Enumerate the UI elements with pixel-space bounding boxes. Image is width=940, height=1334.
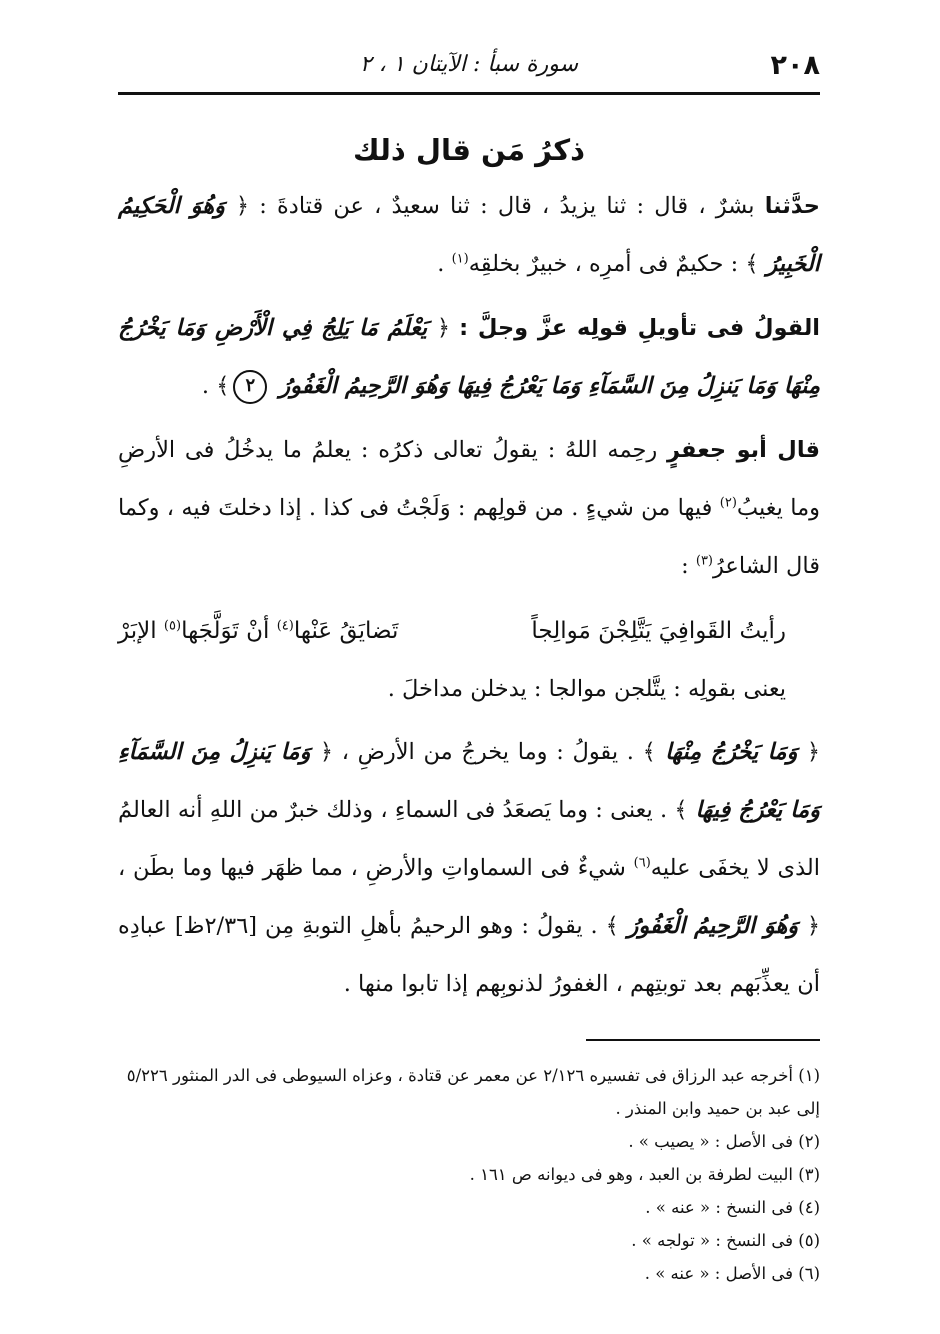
footnote-marker: (٢) <box>719 495 737 511</box>
quran-open-bracket: ﴿ <box>436 315 460 341</box>
running-head: سورة سبأ : الآيتان ١ ، ٢ <box>359 52 579 77</box>
quran-text: وَهُوَ الْحَكِيمُ الْخَبِيرُ <box>118 193 820 277</box>
poem-verse <box>118 601 820 661</box>
page-number: ٢٠٨ <box>770 50 820 81</box>
poem-second-hemistich <box>118 601 398 661</box>
footnotes <box>118 1059 820 1290</box>
paragraph-text: : <box>681 553 696 579</box>
paragraph-text: . <box>201 373 217 399</box>
footnote-6: (٦) فى الأصل : « عنه » . <box>644 1264 820 1283</box>
quran-text: يَعْلَمُ مَا يَلِجُ فِي الْأَرْضِ وَمَا يَخْرُجُ مِنْهَا وَمَا يَنزِلُ مِنَ السَّمَآءِ وَمَا يَعْرُجُ فِيهَا وَهُوَ الرَّحِيمُ الْغَفُورُ <box>118 315 820 399</box>
footnote-marker: (١) <box>451 251 469 267</box>
quran-close-bracket: ﴾ <box>745 251 759 277</box>
paragraph-lead: القولُ فى تأويلِ قولِه عزَّ وجلَّ : <box>459 315 820 341</box>
book-page <box>118 40 820 1300</box>
section-title: ذكرُ مَن قال ذلك <box>353 133 585 167</box>
paragraph-verse-heading <box>118 299 820 415</box>
quran-close-bracket: ﴾ <box>674 797 688 823</box>
paragraph-text: . يعنى : وما يَصعَدُ فى السماءِ ، وذلك خبرٌ من اللهِ أنه العالمُ الذى لا يخفَى عليه <box>118 797 821 881</box>
paragraph-explanation <box>118 723 820 1013</box>
footnote-1: (١) أخرجه عبد الرزاق فى تفسيره ٢/١٢٦ عن معمر عن قتادة ، وعزاه السيوطى فى الدر المنثور ٥/٢٢٦ إلى عبد بن حميد وابن المنذر . <box>126 1066 820 1118</box>
footnote-marker: (٦) <box>633 855 651 871</box>
poem-text: الإبَرْ <box>118 618 164 644</box>
quran-close-bracket: ﴾ <box>642 739 656 765</box>
quran-close-bracket: ﴾ <box>216 373 230 399</box>
paragraph-text: : حكيمٌ فى أمرِه ، خبيرٌ بخلقِه <box>468 251 746 277</box>
quran-open-bracket: ﴿ <box>806 913 821 939</box>
paragraph-text: بشرٌ ، قال : ثنا يزيدُ ، قال : ثنا سعيدٌ ، عن قتادةَ : <box>249 193 765 219</box>
quran-text: وَهُوَ الرَّحِيمُ الْغَفُورُ <box>618 913 807 939</box>
poem-text: تَضايَقُ عَنْها <box>293 618 399 644</box>
footnote-marker: (٥) <box>163 618 182 634</box>
footnote-marker: (٤) <box>276 618 294 634</box>
paragraph-text: . <box>437 251 452 277</box>
verse-number-medallion: ٢ <box>233 370 267 404</box>
paragraph-text: . يقولُ : وهو الرحيمُ بأهلِ التوبةِ مِن [٢/٣٦ظ] عبادِه أن يعذِّبَهم بعد توبتِهم ، الغفورُ لذنوبِهم إذا تابوا منها . <box>118 913 820 997</box>
footnote-5: (٥) فى النسخ : « تولجه » . <box>631 1231 820 1250</box>
quran-text: وَمَا يَنزِلُ مِنَ السَّمَآءِ وَمَا يَعْرُجُ فِيهَا <box>118 739 820 823</box>
quran-open-bracket: ﴿ <box>319 739 334 765</box>
quran-quote <box>606 913 820 939</box>
quran-open-bracket: ﴿ <box>806 739 820 765</box>
paragraph-text: رحِمه اللهُ : يقولُ تعالى ذكرُه : يعلمُ ما يدخُلُ فى الأرضِ وما يغيبُ <box>118 437 820 521</box>
footnote-3: (٣) البيت لطرفة بن العبد ، وهو فى ديوانه ص ١٦١ . <box>469 1165 820 1184</box>
quran-open-bracket: ﴿ <box>235 193 250 219</box>
poem-text: أنْ تَوَلَّجَها <box>181 618 277 644</box>
poem-explanation: يعنى بقولِه : يتَّلجن موالجا : يدخلن مداخلَ . <box>387 676 786 702</box>
quran-text: وَمَا يَخْرُجُ مِنْهَا <box>655 739 807 765</box>
paragraph-text: فيها من شيءٍ . من قولِهم : وَلَجْتُ فى كذا . إذا دخلتَ فيه ، وكما قال الشاعرُ <box>118 495 820 579</box>
paragraph-lead: قال أبو جعفرٍ <box>667 437 820 463</box>
paragraph-text: شيءٌ فى السماواتِ والأرضِ ، مما ظهَر فيها وما بطَن ، <box>118 855 634 881</box>
quran-close-bracket: ﴾ <box>605 913 619 939</box>
footnote-marker: (٣) <box>695 553 713 569</box>
quran-quote <box>643 739 820 765</box>
poem-first-hemistich: رأيتُ القَوافِيَ يَتَّلِجْنَ مَوالِجاً <box>531 618 786 644</box>
paragraph-commentary <box>118 421 820 595</box>
footnote-4: (٤) فى النسخ : « عنه » . <box>645 1198 820 1217</box>
footnote-2: (٢) فى الأصل : « يصيب » . <box>628 1132 820 1151</box>
paragraph-lead: حدَّثنا <box>764 193 820 219</box>
footnote-separator <box>586 1039 820 1041</box>
page-header <box>118 40 820 95</box>
paragraph-text: . يقولُ : وما يخرجُ من الأرضِ ، <box>333 739 643 765</box>
paragraph-hadith <box>118 177 820 293</box>
